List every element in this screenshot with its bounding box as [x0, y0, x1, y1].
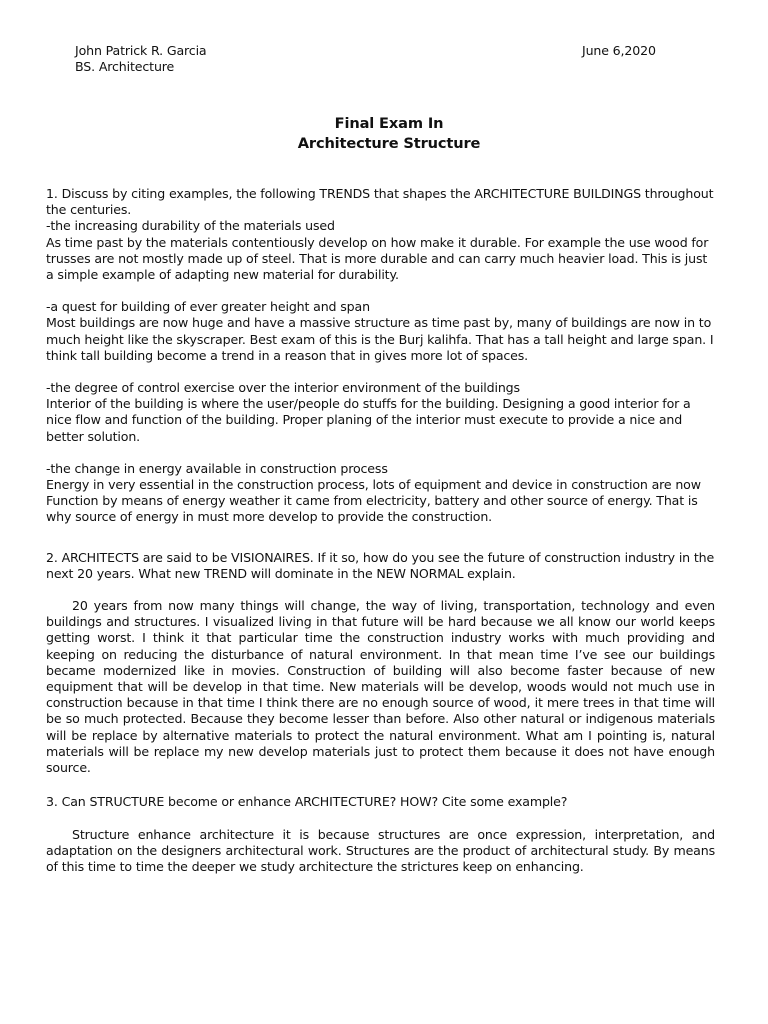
- document-date: June 6,2020: [582, 43, 656, 58]
- question-1: 1. Discuss by citing examples, the following TRENDS that shapes the ARCHITECTURE BUILDINGS throughout the centuries.: [46, 186, 714, 218]
- question-3: 3. Can STRUCTURE become or enhance ARCHITECTURE? HOW? Cite some example?: [46, 794, 568, 810]
- trend-3-answer: Interior of the building is where the user/people do stuffs for the building. Designing a good interior for a nice flow and function of the building. Proper planing of the interior must execute to provide a nice and better solution.: [46, 396, 691, 444]
- trend-1-answer: As time past by the materials contentiously develop on how make it durable. For example the use wood for trusses are not mostly made up of steel. That is more durable and can carry much heavier load. This is just a simple example of adapting new material for durability.: [46, 234, 709, 283]
- trend-1-heading: -the increasing durability of the materials used: [46, 218, 335, 234]
- trend-2-answer: Most buildings are now huge and have a massive structure as time past by, many of buildings are now in to much height like the skyscraper. Best exam of this is the Burj kalihfa. That has a tall height and large span. I think tall building become a trend in a reason that in gives more lot of spaces.: [46, 315, 714, 363]
- trend-4-answer: Energy in very essential in the construction process, lots of equipment and device in construction are now Function by means of energy weather it came from electricity, battery and other source of energy. That is why source of energy in must more develop to provide the construction.: [46, 477, 701, 525]
- author-name: John Patrick R. Garcia: [75, 43, 207, 58]
- answer-3: Structure enhance architecture it is because structures are once expression, interpretation, and adaptation on the designers architectural work. Structures are the product of architectural study. By means of this time to time the deeper we study architecture the strictures keep on enhancing.: [46, 826, 715, 874]
- trend-4-heading: -the change in energy available in construction process: [46, 460, 388, 476]
- question-2: 2. ARCHITECTS are said to be VISIONAIRES. If it so, how do you see the future of construction industry in the next 20 years. What new TREND will dominate in the NEW NORMAL explain.: [46, 549, 715, 581]
- trend-3-heading: -the degree of control exercise over the interior environment of the buildings: [46, 380, 520, 396]
- document-body: [46, 186, 715, 875]
- title-line-1: Final Exam In: [334, 115, 444, 132]
- answer-2: 20 years from now many things will change, the way of living, transportation, technology and even buildings and structures. I visualized living in that future will be hard because we all know our world keeps getting worst. I think it that particular time the construction industry works with much providing and keeping on reducing the disturbance of natural environment. In that mean time I’ve see our buildings became modernized like in movies. Construction of building will also become faster because of new equipment that will be develop in that time. New materials will be develop, woods would not much use in construction because in that time I think there are no enough source of wood, it mere trees in that time will be so much protected. Because they become lesser than before. Also other natural or indigenous materials will be replace by alternative materials to protect the natural environment. What am I pointing is, natural materials will be replace my new develop materials just to protect them because it does not have enough source.: [46, 598, 715, 776]
- author-program: BS. Architecture: [75, 59, 175, 75]
- author-block: [75, 43, 207, 75]
- title-line-2: Architecture Structure: [297, 135, 481, 152]
- document-title: [0, 114, 768, 154]
- trend-2-heading: -a quest for building of ever greater height and span: [46, 299, 370, 315]
